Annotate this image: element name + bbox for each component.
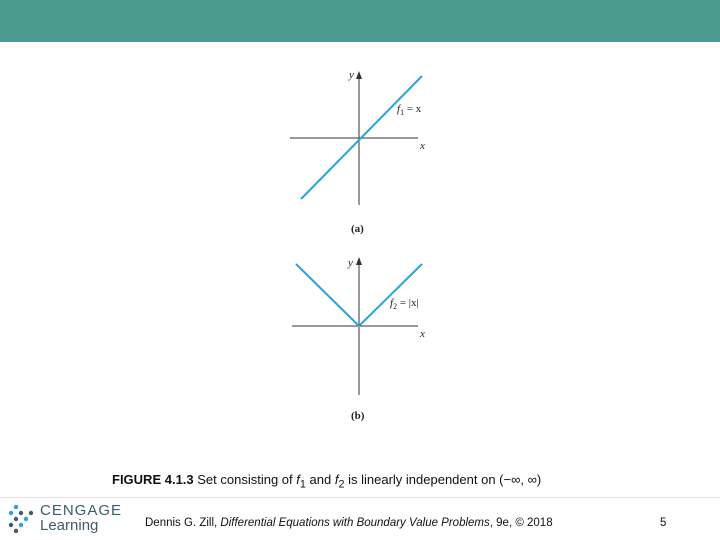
cengage-logo [8, 503, 126, 537]
function-label-f2: $f_2 = |x|$ [390, 297, 419, 311]
figure-caption: FIGURE 4.1.3 Set consisting of $f_1$ and $f_2$ is linearly independent on (−∞, ∞) [112, 472, 542, 491]
panel-label-b: (b) [351, 410, 365, 422]
y-axis-arrow [356, 71, 362, 79]
footer-credit: Dennis G. Zill, Differential Equations with Boundary Value Problems, 9e, © 2018 [145, 517, 553, 529]
footer-divider [0, 497, 720, 498]
function-label-f1: $f_1 = x$ [397, 103, 422, 117]
x-axis-label: x [420, 328, 425, 340]
y-axis-arrow [356, 257, 362, 265]
panel-label-a: (a) [351, 223, 364, 235]
y-axis-label: y [349, 69, 354, 81]
figure-id: FIGURE 4.1.3 [112, 472, 194, 487]
page-number: 5 [660, 517, 667, 529]
y-axis-label: y [348, 257, 353, 269]
logo-wordmark-bottom: Learning [40, 517, 99, 534]
panel-b [292, 257, 425, 422]
panel-a [290, 69, 425, 235]
cengage-dots-icon [8, 503, 38, 535]
book-title: Differential Equations with Boundary Value Problems [220, 517, 490, 529]
x-axis-label: x [420, 140, 425, 152]
logo-wordmark-top: CENGAGE [40, 502, 123, 519]
